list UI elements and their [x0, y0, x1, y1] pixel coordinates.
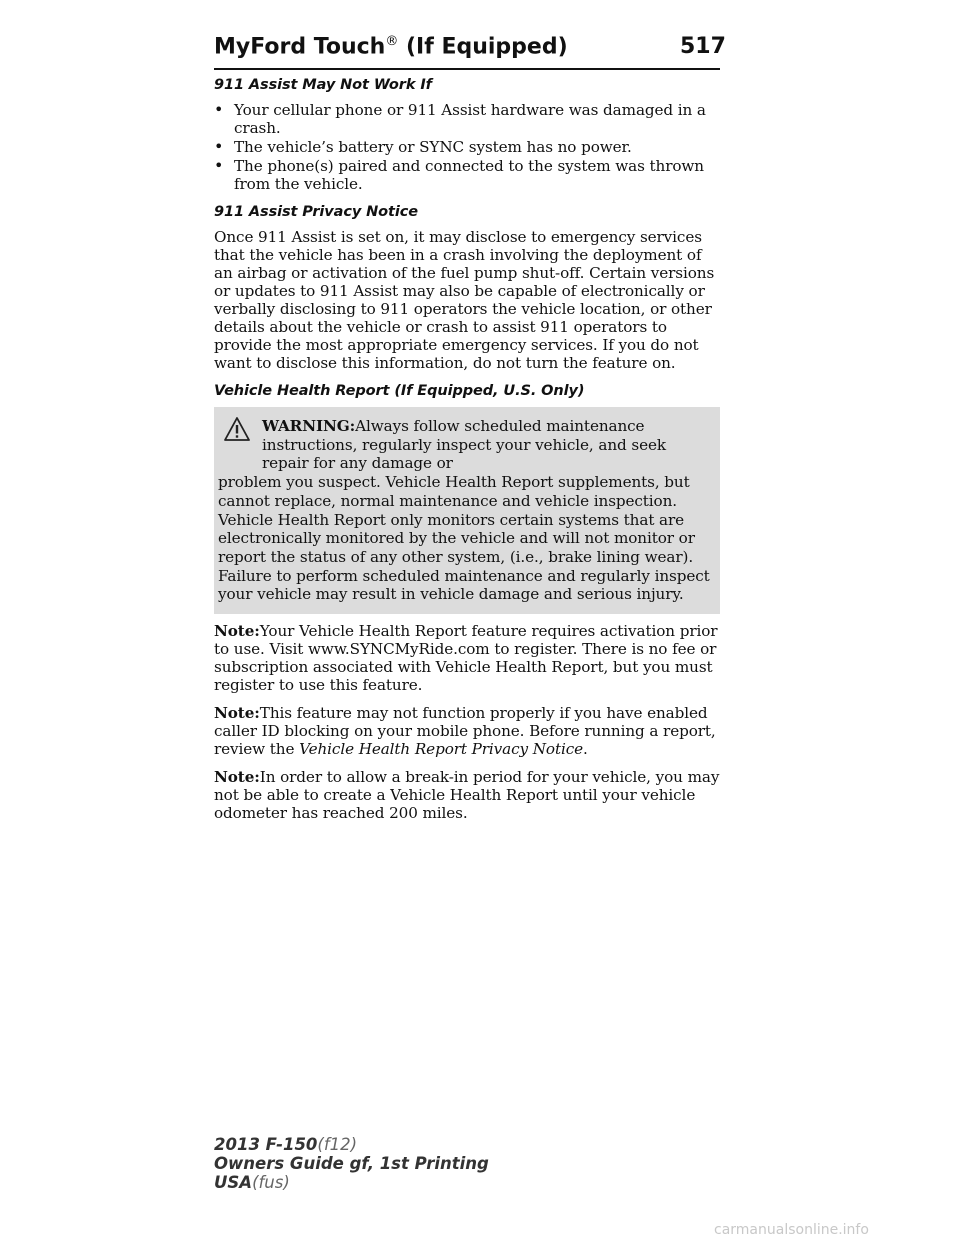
note-1	[214, 622, 720, 694]
note-2-end: .	[583, 740, 588, 759]
document-footer	[214, 1135, 489, 1192]
registered-mark: ®	[385, 34, 399, 49]
note-2	[214, 704, 720, 758]
note-label: Note:	[214, 622, 260, 641]
footer-model: 2013 F-150	[214, 1135, 318, 1154]
note-1-text: Your Vehicle Health Report feature requires activation prior to use. Visit www.SYNCMyRide.com to register. There is no fee or subscription associated with Vehicle Health Report, but you must register to use this feature.	[214, 622, 718, 695]
footer-line-1	[214, 1135, 489, 1154]
header-title-suffix: (If Equipped)	[405, 34, 568, 60]
note-3	[214, 768, 720, 822]
footer-line-2	[214, 1154, 489, 1173]
page-content	[214, 76, 720, 832]
warning-label: WARNING:	[262, 417, 356, 435]
section-heading-911-not-work: 911 Assist May Not Work If	[214, 77, 432, 93]
warning-triangle-icon	[224, 417, 250, 441]
warning-first-lines	[218, 417, 716, 473]
warning-box	[214, 407, 720, 614]
page-header-title	[214, 34, 568, 59]
privacy-paragraph: Once 911 Assist is set on, it may disclose to emergency services that the vehicle has been in a crash involving the deployment of an airbag or activation of the fuel pump shut-off. Certain versions or updates to 911 Assist may also be capable of electronically or verbally disclosing to 911 operators the vehicle location, or other details about the vehicle or crash to assist 911 operators to provide the most appropriate emergency services. If you do not want to disclose this information, do not turn the feature on.	[214, 228, 715, 372]
warning-text-first: Always follow scheduled maintenance instructions, regularly inspect your vehicle, and seek repair for any damage or	[262, 417, 666, 473]
watermark: carmanualsonline.info	[714, 1222, 869, 1238]
list-item: • Your cellular phone or 911 Assist hardware was damaged in a crash.	[214, 101, 720, 137]
section-heading-vehicle-health-report: Vehicle Health Report (If Equipped, U.S. Only)	[214, 383, 585, 399]
note-label: Note:	[214, 704, 260, 723]
list-item: • The phone(s) paired and connected to the system was thrown from the vehicle.	[214, 157, 720, 193]
note-3-text: In order to allow a break-in period for your vehicle, you may not be able to create a Vehicle Health Report until your vehicle odometer has reached 200 miles.	[214, 768, 720, 823]
footer-model-code: (f12)	[317, 1135, 358, 1154]
privacy-notice-reference: Vehicle Health Report Privacy Notice	[299, 740, 583, 759]
header-rule	[214, 68, 720, 70]
page-number: 517	[680, 34, 726, 59]
note-label: Note:	[214, 768, 260, 787]
list-item: • The vehicle’s battery or SYNC system has no power.	[214, 138, 720, 156]
bullet-list	[214, 101, 720, 193]
footer-guide: Owners Guide gf, 1st Printing	[214, 1154, 489, 1173]
warning-text-rest: problem you suspect. Vehicle Health Report supplements, but cannot replace, normal maintenance and vehicle inspection. Vehicle Health Report only monitors certain systems that are electronically monitored by the vehicle and will not monitor or report the status of any other system, (i.e., brake lining wear). Failure to perform scheduled maintenance and regularly inspect your vehicle may result in vehicle damage and serious injury.	[218, 473, 710, 604]
footer-line-3	[214, 1173, 489, 1192]
footer-market-code: (fus)	[252, 1173, 290, 1192]
footer-market: USA	[214, 1173, 253, 1192]
header-title-text: MyFord Touch	[214, 34, 386, 60]
section-heading-privacy-notice: 911 Assist Privacy Notice	[214, 204, 418, 220]
note-2-text: This feature may not function properly if you have enabled caller ID blocking on your mobile phone. Before running a report, review the	[214, 704, 716, 759]
